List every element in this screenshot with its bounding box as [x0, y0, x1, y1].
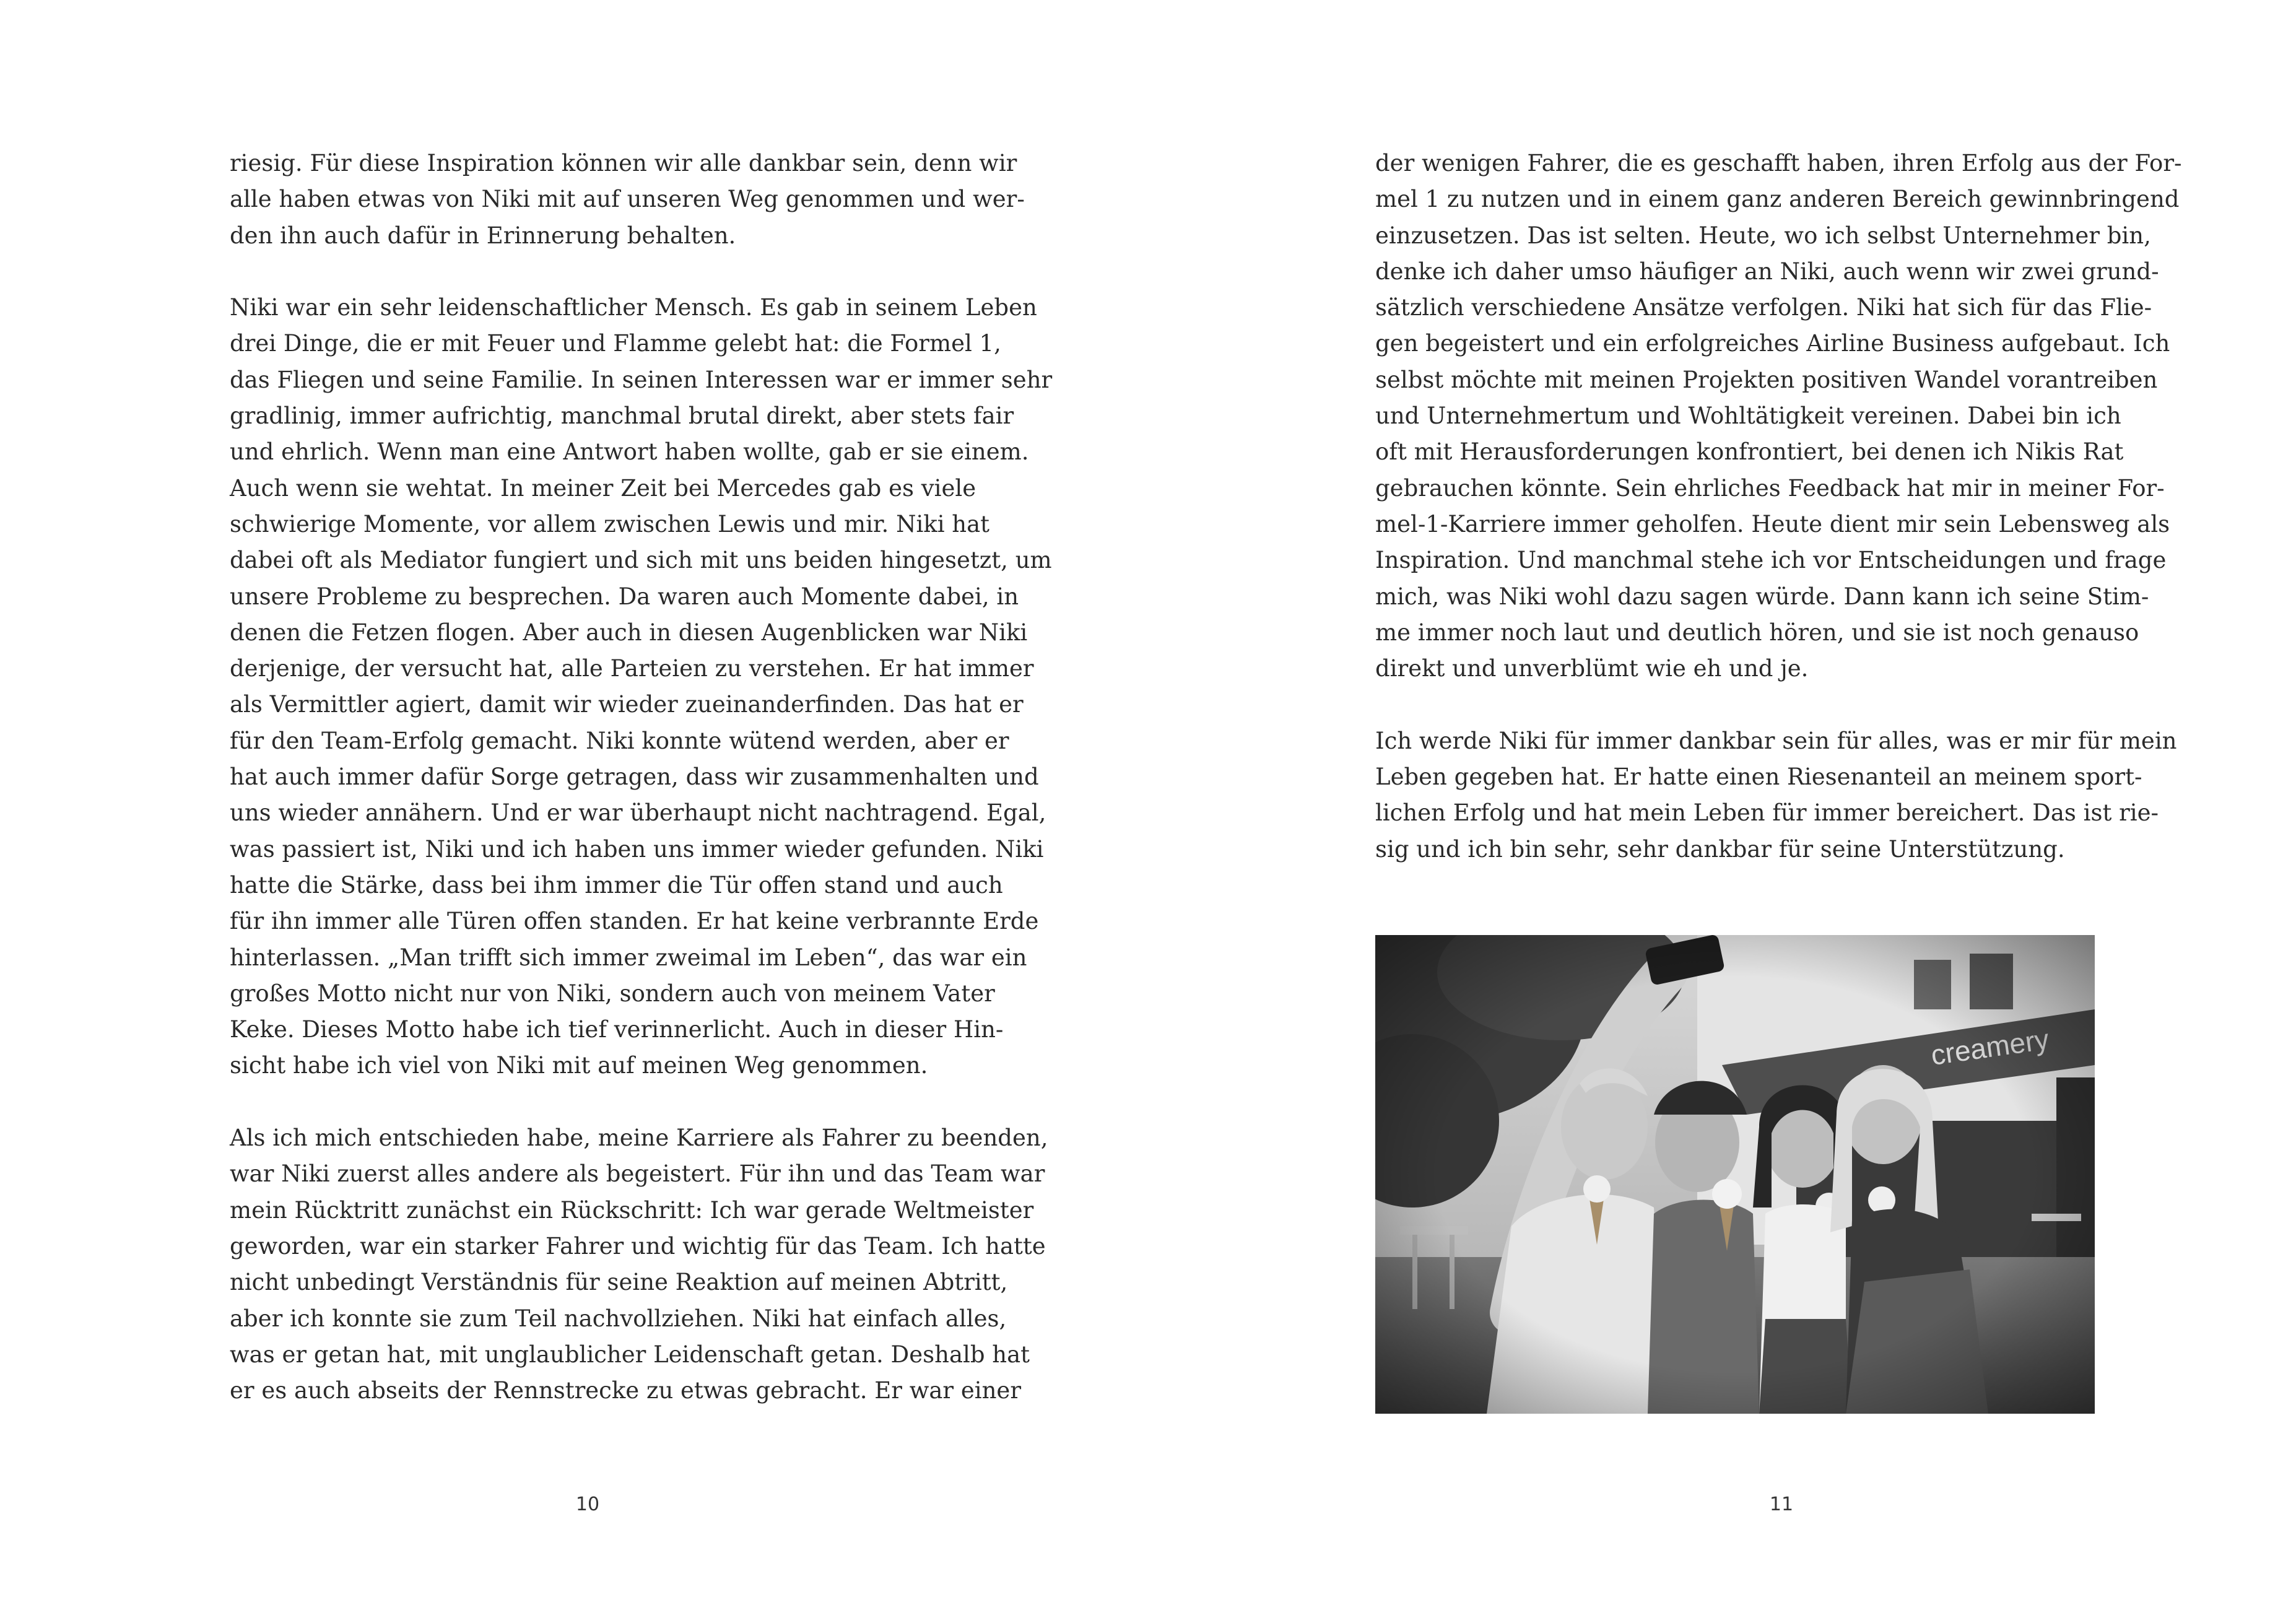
paragraph — [230, 1120, 1048, 1409]
text-line: mel-1-Karriere immer geholfen. Heute dient mir sein Lebensweg als — [1375, 510, 2170, 537]
text-line: unsere Probleme zu besprechen. Da waren auch Momente dabei, in — [230, 583, 1019, 610]
text-line: sätzlich verschiedene Ansätze verfolgen. Niki hat sich für das Flie- — [1375, 294, 2152, 321]
paragraph — [1375, 723, 2177, 868]
text-line: mel 1 zu nutzen und in einem ganz anderen Bereich gewinnbringend — [1375, 186, 2180, 213]
text-line: und Unternehmertum und Wohltätigkeit vereinen. Dabei bin ich — [1375, 402, 2121, 430]
text-line: gradlinig, immer aufrichtig, manchmal brutal direkt, aber stets fair — [230, 402, 1014, 430]
left-body-text — [230, 146, 1053, 1409]
text-line: geworden, war ein starker Fahrer und wichtig für das Team. Ich hatte — [230, 1232, 1046, 1260]
text-line: Leben gegeben hat. Er hatte einen Riesenanteil an meinem sport- — [1375, 764, 2142, 791]
text-line: dabei oft als Mediator fungiert und sich mit uns beiden hingesetzt, um — [230, 547, 1052, 574]
text-line: direkt und unverblümt wie eh und je. — [1375, 655, 1809, 682]
text-line: sig und ich bin sehr, sehr dankbar für seine Unterstützung. — [1375, 835, 2065, 863]
text-line: das Fliegen und seine Familie. In seinen Interessen war er immer sehr — [230, 366, 1053, 393]
text-line: lichen Erfolg und hat mein Leben für immer bereichert. Das ist rie- — [1375, 799, 2159, 827]
text-line: als Vermittler agiert, damit wir wieder zueinanderfinden. Das hat er — [230, 691, 1024, 718]
text-line: großes Motto nicht nur von Niki, sondern auch von meinem Vater — [230, 980, 995, 1007]
text-line: sicht habe ich viel von Niki mit auf meinen Weg genommen. — [230, 1052, 928, 1079]
text-line: selbst möchte mit meinen Projekten positiven Wandel vorantreiben — [1375, 366, 2158, 393]
text-line: denen die Fetzen flogen. Aber auch in diesen Augenblicken war Niki — [230, 619, 1028, 646]
text-line: einzusetzen. Das ist selten. Heute, wo ich selbst Unternehmer bin, — [1375, 222, 2151, 249]
text-line: für den Team-Erfolg gemacht. Niki konnte wütend werden, aber er — [230, 727, 1009, 754]
text-line: alle haben etwas von Niki mit auf unseren Weg genommen und wer- — [230, 186, 1025, 213]
text-line: me immer noch laut und deutlich hören, und sie ist noch genauso — [1375, 619, 2139, 646]
text-line: hat auch immer dafür Sorge getragen, dass wir zusammenhalten und — [230, 764, 1039, 791]
text-line: den ihn auch dafür in Erinnerung behalten. — [230, 222, 736, 249]
text-line: Keke. Dieses Motto habe ich tief verinnerlicht. Auch in dieser Hin- — [230, 1016, 1004, 1043]
text-line: für ihn immer alle Türen offen standen. Er hat keine verbrannte Erde — [230, 908, 1039, 935]
paragraph — [230, 290, 1053, 1084]
text-line: nicht unbedingt Verständnis für seine Reaktion auf meinen Abtritt, — [230, 1269, 1008, 1296]
text-line: gebrauchen könnte. Sein ehrliches Feedback hat mir in meiner For- — [1375, 474, 2165, 502]
text-line: oft mit Herausforderungen konfrontiert, bei denen ich Nikis Rat — [1375, 438, 2124, 466]
selfie-photo — [1375, 935, 2095, 1414]
text-line: was er getan hat, mit unglaublicher Leidenschaft getan. Deshalb hat — [230, 1341, 1030, 1368]
text-line: er es auch abseits der Rennstrecke zu etwas gebracht. Er war einer — [230, 1377, 1022, 1404]
text-line: riesig. Für diese Inspiration können wir alle dankbar sein, denn wir — [230, 150, 1017, 176]
right-body-text — [1375, 146, 2182, 868]
text-line: mein Rücktritt zunächst ein Rückschritt: Ich war gerade Weltmeister — [230, 1196, 1034, 1224]
text-line: denke ich daher umso häufiger an Niki, auch wenn wir zwei grund- — [1375, 258, 2159, 285]
text-line: war Niki zuerst alles andere als begeistert. Für ihn und das Team war — [230, 1160, 1045, 1188]
text-line: gen begeistert und ein erfolgreiches Airline Business aufgebaut. Ich — [1375, 330, 2170, 357]
paragraph — [1375, 146, 2182, 687]
text-line: Auch wenn sie wehtat. In meiner Zeit bei Mercedes gab es viele — [230, 474, 976, 502]
text-line: hatte die Stärke, dass bei ihm immer die Tür offen stand und auch — [230, 871, 1003, 899]
paragraph — [230, 146, 1025, 254]
text-line: schwierige Momente, vor allem zwischen Lewis und mir. Niki hat — [230, 510, 990, 537]
text-line: uns wieder annähern. Und er war überhaupt nicht nachtragend. Egal, — [230, 799, 1046, 827]
text-line: Niki war ein sehr leidenschaftlicher Mensch. Es gab in seinem Leben — [230, 294, 1037, 321]
page-number-left: 10 — [575, 1494, 600, 1515]
text-line: hinterlassen. „Man trifft sich immer zweimal im Leben“, das war ein — [230, 944, 1027, 971]
selfie-photo-image — [1375, 935, 2095, 1414]
text-line: der wenigen Fahrer, die es geschafft haben, ihren Erfolg aus der For- — [1375, 150, 2182, 176]
text-line: mich, was Niki wohl dazu sagen würde. Dann kann ich seine Stim- — [1375, 583, 2149, 610]
text-line: aber ich konnte sie zum Teil nachvollziehen. Niki hat einfach alles, — [230, 1305, 1007, 1332]
text-line: derjenige, der versucht hat, alle Parteien zu verstehen. Er hat immer — [230, 655, 1034, 682]
right-page — [1148, 0, 2296, 1623]
text-line: Inspiration. Und manchmal stehe ich vor Entscheidungen und frage — [1375, 547, 2167, 574]
text-line: Als ich mich entschieden habe, meine Karriere als Fahrer zu beenden, — [230, 1125, 1048, 1152]
text-line: drei Dinge, die er mit Feuer und Flamme gelebt hat: die Formel 1, — [230, 330, 1001, 357]
text-line: was passiert ist, Niki und ich haben uns immer wieder gefunden. Niki — [230, 835, 1044, 863]
text-line: Ich werde Niki für immer dankbar sein für alles, was er mir für mein — [1375, 727, 2177, 754]
text-line: und ehrlich. Wenn man eine Antwort haben wollte, gab er sie einem. — [230, 438, 1029, 466]
page-number-right: 11 — [1769, 1494, 1794, 1515]
